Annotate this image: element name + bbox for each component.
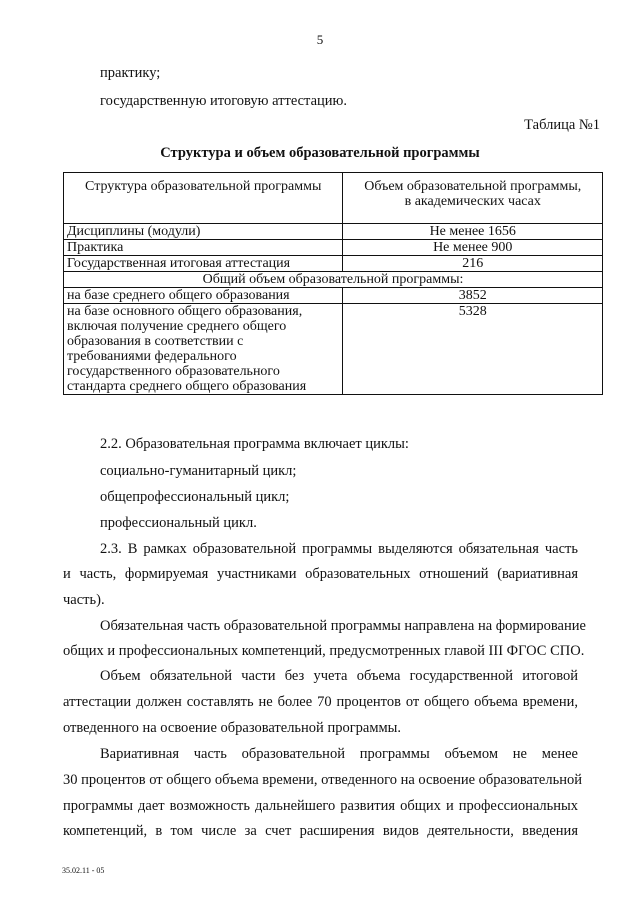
table-row xyxy=(64,304,603,395)
table-cell: 216 xyxy=(343,256,603,272)
text-line: профессиональный цикл. xyxy=(100,515,257,531)
table-title: Структура и объем образовательной программы xyxy=(160,145,480,161)
paragraph-line: 30 процентов от общего объема времени, отведенного на освоение образовательной xyxy=(63,772,582,788)
table-caption: Таблица №1 xyxy=(524,117,600,133)
table-cell: Не менее 1656 xyxy=(343,224,603,240)
table-row xyxy=(64,256,603,272)
paragraph-line: Объем обязательной части без учета объема государственной итоговой xyxy=(100,668,578,684)
text-line: общепрофессиональный цикл; xyxy=(100,489,290,505)
table-cell: на базе основного общего образования, включая получение среднего общего образования в соответствии с требованиями федерального государственного образовательного стандарта среднего общего образования xyxy=(64,304,343,395)
document-code: 35.02.11 - 05 xyxy=(62,866,105,875)
paragraph-line: часть). xyxy=(63,592,105,608)
table-cell: Не менее 900 xyxy=(343,240,603,256)
paragraph-line: компетенций, в том числе за счет расширения видов деятельности, введения xyxy=(63,823,578,839)
table-cell: Практика xyxy=(64,240,343,256)
structure-table xyxy=(63,172,603,395)
table-row xyxy=(64,240,603,256)
table-cell: 3852 xyxy=(343,288,603,304)
table-total-row xyxy=(64,272,603,288)
paragraph-line: общих и профессиональных компетенций, предусмотренных главой III ФГОС СПО. xyxy=(63,643,585,659)
paragraph-line: Обязательная часть образовательной программы направлена на формирование xyxy=(100,618,586,634)
page-number: 5 xyxy=(316,32,324,47)
paragraph-line: и часть, формируемая участниками образовательных отношений (вариативная xyxy=(63,566,578,582)
table-row xyxy=(64,224,603,240)
text-line: 2.2. Образовательная программа включает циклы: xyxy=(100,436,409,452)
paragraph-line: программы дает возможность дальнейшего развития общих и профессиональных xyxy=(63,798,578,814)
table-header-cell: Структура образовательной программы xyxy=(64,173,343,224)
table-header-cell: Объем образовательной программы, в академических часах xyxy=(343,173,603,224)
paragraph-line: аттестации должен составлять не более 70 процентов от общего объема времени, xyxy=(63,694,578,710)
text-line: государственную итоговую аттестацию. xyxy=(100,93,347,109)
text-line: практику; xyxy=(100,65,161,81)
paragraph-line: 2.3. В рамках образовательной программы выделяются обязательная часть xyxy=(100,541,578,557)
paragraph-line: Вариативная часть образовательной программы объемом не менее xyxy=(100,746,578,762)
paragraph-line: отведенного на освоение образовательной программы. xyxy=(63,720,402,736)
table-cell: на базе среднего общего образования xyxy=(64,288,343,304)
table-cell: Государственная итоговая аттестация xyxy=(64,256,343,272)
table-cell: Дисциплины (модули) xyxy=(64,224,343,240)
table-total-label: Общий объем образовательной программы: xyxy=(64,272,603,288)
table-header-row xyxy=(64,173,603,224)
table-cell: 5328 xyxy=(343,304,603,395)
table-row xyxy=(64,288,603,304)
text-line: социально-гуманитарный цикл; xyxy=(100,463,297,479)
